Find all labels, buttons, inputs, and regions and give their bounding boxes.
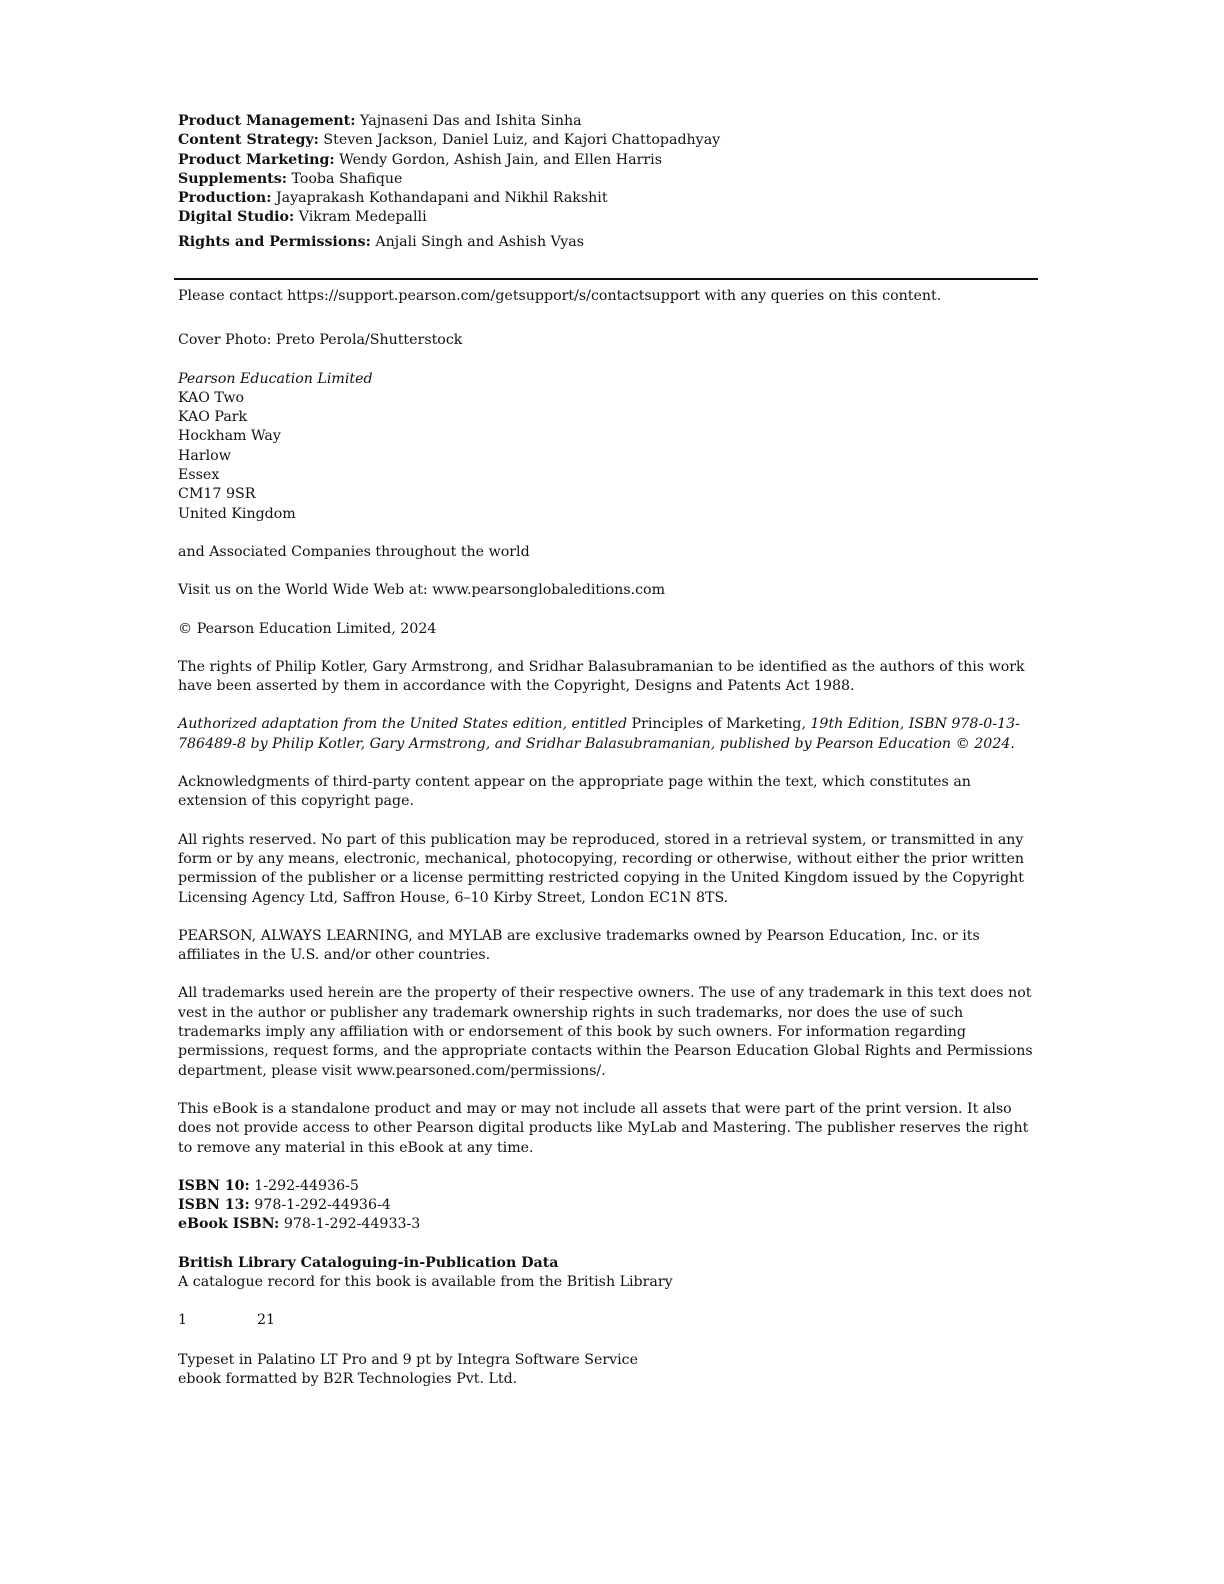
credit-product-management (178, 112, 1038, 131)
credit-label: Rights and Permissions: (178, 233, 371, 250)
acknowledgments: Acknowledgments of third-party content appear on the appropriate page within the text, which constitutes an extension of this copyright page. (178, 774, 971, 810)
credit-value: Wendy Gordon, Ashish Jain, and Ellen Harris (339, 151, 662, 168)
address-line: CM17 9SR (178, 486, 256, 503)
credit-value: Jayaprakash Kothandapani and Nikhil Rakshit (275, 190, 608, 207)
credit-value: Steven Jackson, Daniel Luiz, and Kajori Chattopadhyay (323, 132, 721, 149)
credit-label: Content Strategy: (178, 132, 319, 149)
all-trademarks: All trademarks used herein are the property of their respective owners. The use of any trademark in this text does not vest in the author or publisher any trademark ownership rights in such trademarks, nor does the use of such trademarks imply any affiliation with or endorsement of this book by such owners. For information regarding permissions, request forms, and the appropriate contacts within the Pearson Education Global Rights and Permissions department, please visit www.pearsoned.com/permissions/. (178, 985, 1033, 1079)
credit-label: Product Marketing: (178, 151, 335, 168)
cip-text: A catalogue record for this book is available from the British Library (178, 1273, 673, 1290)
credits-block (178, 112, 1038, 252)
credit-value: Vikram Medepalli (298, 209, 427, 226)
credit-label: Digital Studio: (178, 209, 295, 226)
ebook-isbn: eBook ISBN: 978-1-292-44933-3 (178, 1216, 421, 1233)
copyright-line: © Pearson Education Limited, 2024 (178, 620, 437, 637)
ebook-note: This eBook is a standalone product and may or may not include all assets that were part of the print version. It also does not provide access to other Pearson digital products like MyLab and Mastering. The publisher reserves the right to remove any material in this eBook at any time. (178, 1100, 1029, 1156)
credit-value: Anjali Singh and Ashish Vyas (375, 233, 585, 250)
isbn-13: ISBN 13: 978-1-292-44936-4 (178, 1197, 391, 1214)
credit-production (178, 189, 1038, 208)
credit-label: Supplements: (178, 170, 287, 187)
publisher-name: Pearson Education Limited (178, 370, 373, 387)
original-title: Principles of Marketing (631, 716, 802, 733)
associated-companies: and Associated Companies throughout the world (178, 543, 530, 560)
address-line: KAO Two (178, 389, 245, 406)
copyright-body (178, 287, 1038, 1389)
rights-statement: The rights of Philip Kotler, Gary Armstrong, and Sridhar Balasubramanian to be identified as the authors of this work have been asserted by them in accordance with the Copyright, Designs and Patents Act 1988. (178, 658, 1025, 695)
adaptation-statement: Authorized adaptation from the United States edition, entitled Principles of Marketing, 19th Edition, ISBN 978-0-13-786489-8 by Philip Kotler, Gary Armstrong, and Sridhar Balasubramanian, published by Pearson Education © 2024. (178, 716, 1020, 752)
cip-block (178, 1254, 1038, 1293)
print-line (178, 1311, 1038, 1330)
all-rights-reserved: All rights reserved. No part of this publication may be reproduced, stored in a retrieval system, or transmitted in any form or by any means, electronic, mechanical, photocopying, recording or otherwise, without either the prior written permission of the publisher or a license permitting restricted copying in the United Kingdom issued by the Copyright Licensing Agency Ltd, Saffron House, 6–10 Kirby Street, London EC1N 8TS. (178, 831, 1024, 906)
pearson-trademarks: PEARSON, ALWAYS LEARNING, and MYLAB are exclusive trademarks owned by Pearson Education, Inc. or its affiliates in the U.S. and/or other countries. (178, 927, 980, 964)
credit-product-marketing (178, 151, 1038, 170)
address-line: Harlow (178, 447, 231, 464)
credit-content-strategy (178, 131, 1038, 150)
address-line: United Kingdom (178, 505, 296, 522)
credit-supplements (178, 170, 1038, 189)
typeset-line: Typeset in Palatino LT Pro and 9 pt by Integra Software Service (178, 1351, 639, 1368)
cip-heading: British Library Cataloguing-in-Publication Data (178, 1254, 559, 1271)
typeset-line: ebook formatted by B2R Technologies Pvt. Ltd. (178, 1370, 518, 1387)
credit-value: Tooba Shafique (291, 170, 403, 187)
address-line: Essex (178, 467, 220, 484)
contact-line: Please contact https://support.pearson.com/getsupport/s/contactsupport with any queries on this content. (178, 288, 942, 304)
isbn-block (178, 1177, 1038, 1235)
credit-label: Production: (178, 190, 272, 207)
website-line: Visit us on the World Wide Web at: www.pearsonglobaleditions.com (178, 582, 666, 599)
isbn-10: ISBN 10: 1-292-44936-5 (178, 1177, 359, 1194)
address-line: Hockham Way (178, 428, 281, 445)
credit-label: Product Management: (178, 113, 356, 129)
cover-photo-credit: Cover Photo: Preto Perola/Shutterstock (178, 332, 463, 349)
print-line-left: 1 (178, 1312, 188, 1329)
credit-digital-studio (178, 208, 1038, 227)
typeset-block (178, 1351, 1038, 1390)
address-line: KAO Park (178, 409, 248, 426)
credit-rights-permissions (178, 233, 1038, 252)
print-line-right: 21 (257, 1312, 276, 1329)
divider-rule (174, 278, 1038, 280)
publisher-address (178, 370, 1038, 524)
credit-value: Yajnaseni Das and Ishita Sinha (359, 113, 582, 129)
